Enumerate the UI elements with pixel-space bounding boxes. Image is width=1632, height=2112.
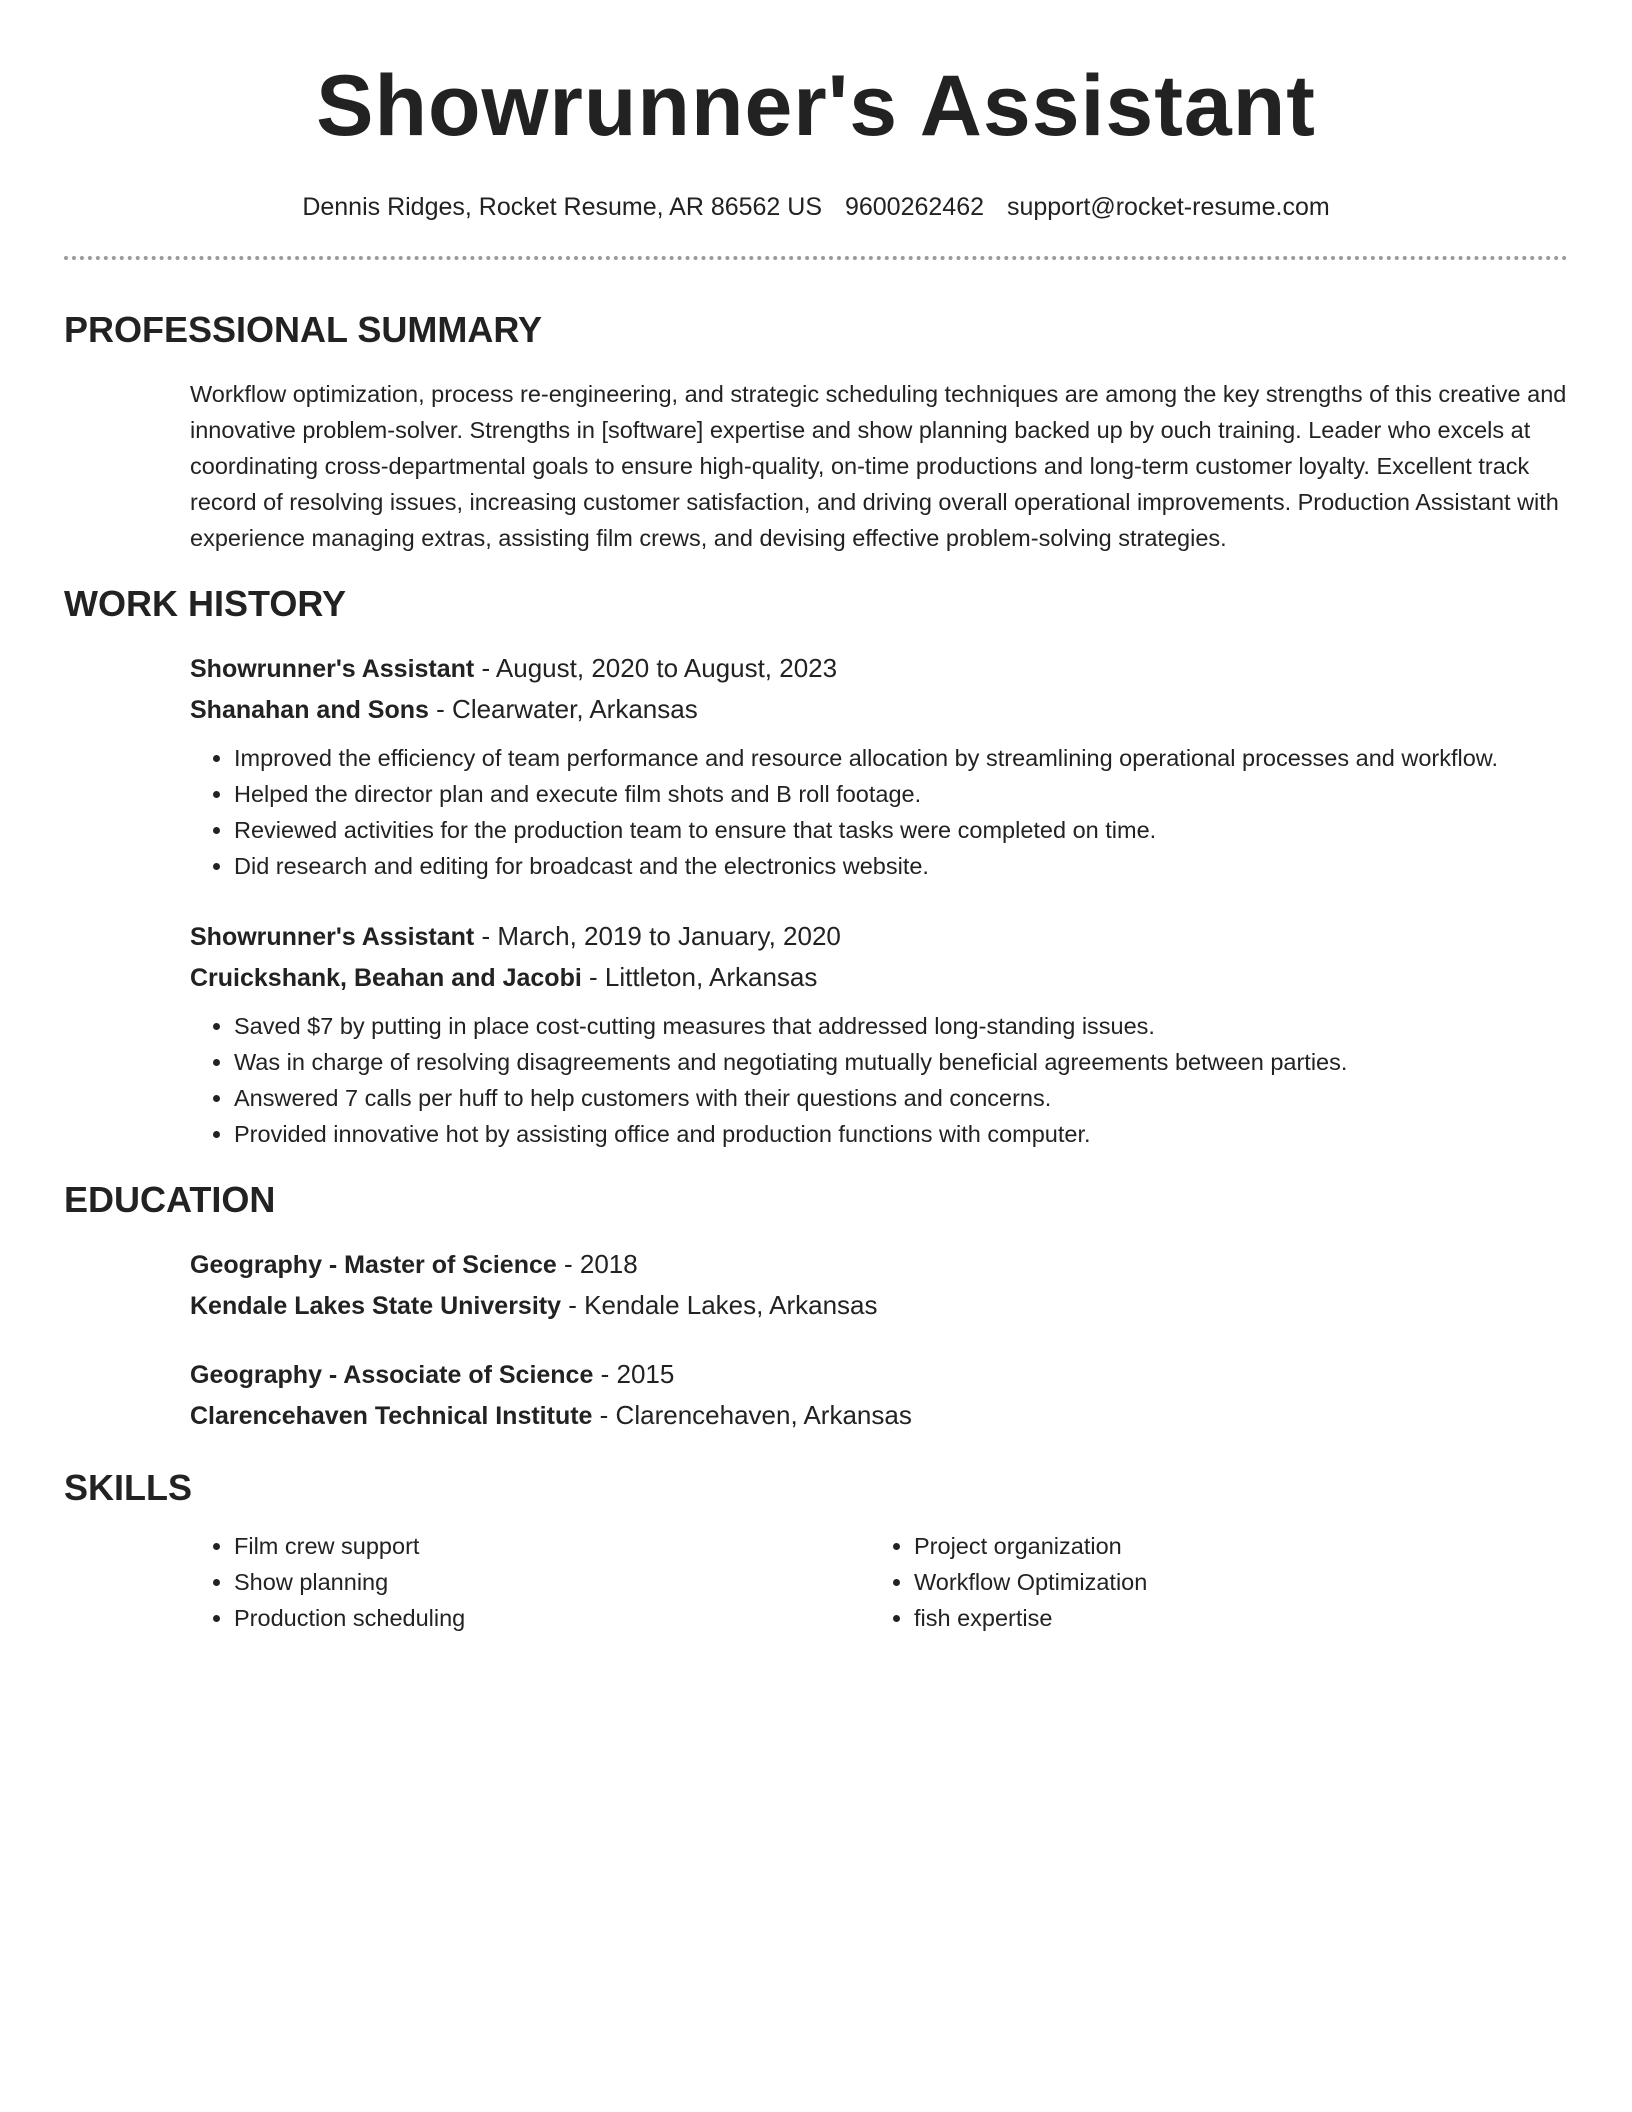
skill-item: • Workflow Optimization — [914, 1564, 1550, 1600]
summary-text: Workflow optimization, process re-engineering, and strategic scheduling techniques are among the key strengths of this creative and innovative problem-solver. Strengths in [software] expertise and show planning backed up by ouch training. Leader who excels at coordinating cross-departmental goals to ensure high-quality, on-time productions and long-term customer loyalty. Excellent track record of resolving issues, increasing customer satisfaction, and driving overall operational improvements. Production Assistant with experience managing extras, assisting film crews, and devising effective problem-solving strategies. — [190, 381, 1567, 551]
candidate-name: Showrunner's Assistant — [316, 58, 1316, 154]
skills-heading: SKILLS — [64, 1467, 193, 1508]
job-dates: - August, 2020 to August, 2023 — [474, 653, 838, 683]
skills-grid — [190, 1528, 1568, 1636]
work-history-heading: WORK HISTORY — [64, 583, 347, 624]
degree-year: - 2018 — [556, 1249, 638, 1279]
summary-heading: PROFESSIONAL SUMMARY — [64, 309, 543, 350]
degree-line — [190, 1244, 1568, 1285]
job-dates: - March, 2019 to January, 2020 — [474, 921, 841, 951]
job-title-line — [190, 916, 1568, 957]
job-role: Showrunner's Assistant — [190, 655, 475, 683]
job-entry — [190, 916, 1568, 1152]
job-bullet: • Was in charge of resolving disagreements and negotiating mutually beneficial agreements between parties. — [234, 1044, 1568, 1080]
job-company-line — [190, 689, 1568, 730]
summary-section — [64, 308, 1568, 556]
school-name: Kendale Lakes State University — [190, 1292, 561, 1320]
job-bullet: • Answered 7 calls per huff to help customers with their questions and concerns. — [234, 1080, 1568, 1116]
degree-name: Geography - Associate of Science — [190, 1361, 594, 1389]
degree-year: - 2015 — [593, 1359, 675, 1389]
job-title-line — [190, 648, 1568, 689]
school-line — [190, 1395, 1568, 1436]
job-bullet: • Helped the director plan and execute film shots and B roll footage. — [234, 776, 1568, 812]
skill-item: • Project organization — [914, 1528, 1550, 1564]
education-section — [64, 1178, 1568, 1436]
degree-line — [190, 1354, 1568, 1395]
school-name: Clarencehaven Technical Institute — [190, 1402, 593, 1430]
skill-item: • Show planning — [234, 1564, 870, 1600]
job-entry — [190, 648, 1568, 884]
school-location: - Clarencehaven, Arkansas — [592, 1400, 912, 1430]
skills-section — [64, 1466, 1568, 1636]
skill-item: • fish expertise — [914, 1600, 1550, 1636]
degree-name: Geography - Master of Science — [190, 1251, 557, 1279]
contact-phone: 9600262462 — [844, 193, 985, 221]
job-bullet: • Saved $7 by putting in place cost-cutting measures that addressed long-standing issues. — [234, 1008, 1568, 1044]
job-bullet: • Improved the efficiency of team performance and resource allocation by streamlining operational processes and workflow. — [234, 740, 1568, 776]
education-heading: EDUCATION — [64, 1179, 276, 1220]
school-location: - Kendale Lakes, Arkansas — [561, 1290, 878, 1320]
job-bullets — [190, 740, 1568, 884]
contact-email: support@rocket-resume.com — [1006, 193, 1330, 221]
skills-column-right — [870, 1528, 1550, 1636]
job-bullet: • Reviewed activities for the production team to ensure that tasks were completed on time. — [234, 812, 1568, 848]
job-bullet: • Did research and editing for broadcast and the electronics website. — [234, 848, 1568, 884]
skills-column-left — [190, 1528, 870, 1636]
job-company: Cruickshank, Beahan and Jacobi — [190, 964, 582, 992]
job-bullet: • Provided innovative hot by assisting office and production functions with computer. — [234, 1116, 1568, 1152]
job-company-line — [190, 957, 1568, 998]
skill-item: • Production scheduling — [234, 1600, 870, 1636]
job-location: - Clearwater, Arkansas — [428, 694, 698, 724]
education-entry — [190, 1354, 1568, 1436]
header-divider — [64, 256, 1568, 260]
job-company: Shanahan and Sons — [190, 696, 429, 724]
job-role: Showrunner's Assistant — [190, 923, 475, 951]
contact-line — [64, 192, 1568, 222]
job-bullets — [190, 1008, 1568, 1152]
job-location: - Littleton, Arkansas — [581, 962, 818, 992]
education-entry — [190, 1244, 1568, 1326]
skill-item: • Film crew support — [234, 1528, 870, 1564]
contact-address: Dennis Ridges, Rocket Resume, AR 86562 US — [302, 193, 823, 221]
work-history-section — [64, 582, 1568, 1152]
school-line — [190, 1285, 1568, 1326]
